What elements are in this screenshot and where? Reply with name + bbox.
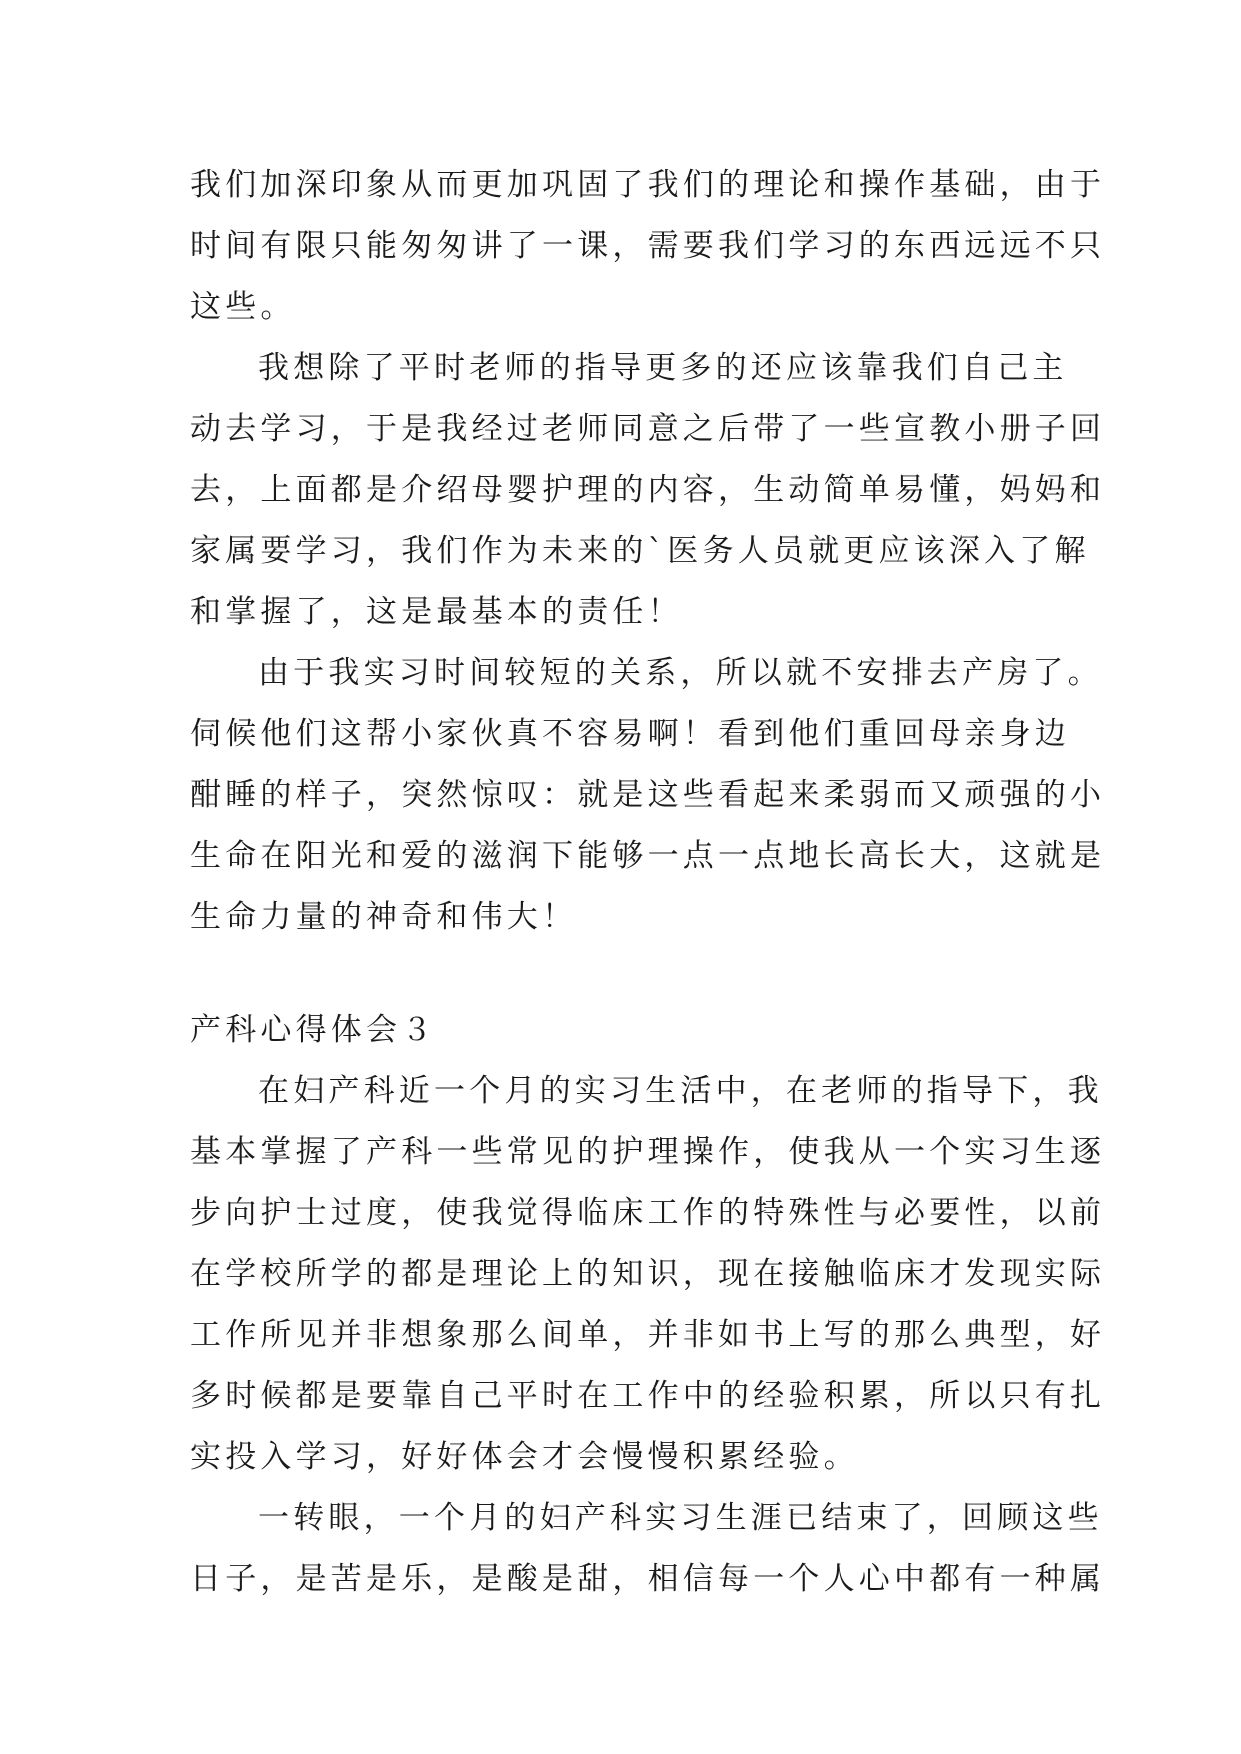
text-line: 日子，是苦是乐，是酸是甜，相信每一个人心中都有一种属	[190, 1561, 1106, 1597]
text-line: 我想除了平时老师的指导更多的还应该靠我们自己主	[258, 350, 1068, 386]
text-line: 由于我实习时间较短的关系，所以就不安排去产房了。	[258, 655, 1103, 691]
section-heading: 产科心得体会３	[190, 1012, 437, 1048]
text-line: 在学校所学的都是理论上的知识，现在接触临床才发现实际	[190, 1256, 1106, 1292]
text-line: 我们加深印象从而更加巩固了我们的理论和操作基础，由于	[190, 167, 1106, 203]
text-line: 这些。	[190, 289, 296, 325]
paragraph-3	[190, 643, 1106, 948]
section-spacer	[190, 948, 1070, 1000]
text-line: 时间有限只能匆匆讲了一课，需要我们学习的东西远远不只	[190, 228, 1106, 264]
text-line: 生命在阳光和爱的滋润下能够一点一点地长高长大，这就是	[190, 838, 1106, 874]
text-line: 一转眼，一个月的妇产科实习生涯已结束了，回顾这些	[258, 1500, 1103, 1536]
text-line: 实投入学习，好好体会才会慢慢积累经验。	[190, 1439, 859, 1475]
text-line: 去，上面都是介绍母婴护理的内容，生动简单易懂，妈妈和	[190, 472, 1106, 508]
text-line: 酣睡的样子，突然惊叹：就是这些看起来柔弱而又顽强的小	[190, 777, 1106, 813]
text-line: 生命力量的神奇和伟大！	[190, 899, 578, 935]
paragraph-5	[190, 1488, 1106, 1610]
text-line: 和掌握了，这是最基本的责任！	[190, 594, 683, 630]
text-line: 动去学习，于是我经过老师同意之后带了一些宣教小册子回	[190, 411, 1106, 447]
paragraph-2	[190, 338, 1106, 643]
text-line: 在妇产科近一个月的实习生活中，在老师的指导下，我	[258, 1073, 1103, 1109]
paragraph-4	[190, 1061, 1106, 1488]
text-line: 基本掌握了产科一些常见的护理操作，使我从一个实习生逐	[190, 1134, 1106, 1170]
text-line: 工作所见并非想象那么间单，并非如书上写的那么典型，好	[190, 1317, 1106, 1353]
paragraph-1	[190, 155, 1106, 338]
text-line: 家属要学习，我们作为未来的`医务人员就更应该深入了解	[190, 533, 1090, 569]
document-body	[190, 155, 1106, 1610]
text-line: 步向护士过度，使我觉得临床工作的特殊性与必要性，以前	[190, 1195, 1106, 1231]
text-line: 多时候都是要靠自己平时在工作中的经验积累，所以只有扎	[190, 1378, 1106, 1414]
text-line: 伺候他们这帮小家伙真不容易啊！看到他们重回母亲身边	[190, 716, 1070, 752]
